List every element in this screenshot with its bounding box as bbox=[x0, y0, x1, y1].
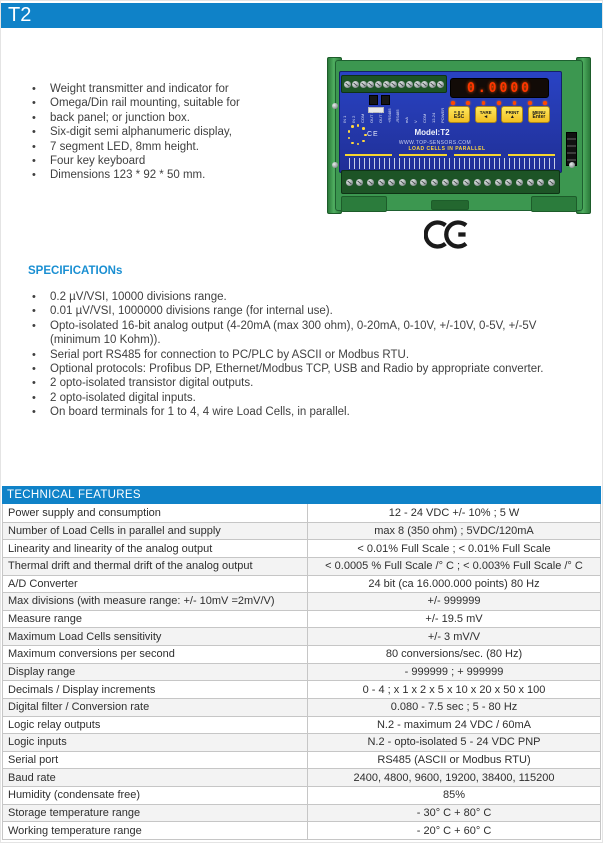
feature-value: 85% bbox=[442, 789, 466, 802]
terminal-screw bbox=[421, 81, 428, 88]
terminal-screw bbox=[414, 81, 421, 88]
terminal-label: COM bbox=[422, 113, 428, 123]
feature-label: Number of Load Cells in parallel and supply bbox=[3, 523, 308, 540]
panel-screw bbox=[569, 162, 575, 168]
device-key-menu-enter[interactable] bbox=[528, 106, 550, 123]
logo-dot bbox=[351, 142, 354, 145]
terminal-label: mA bbox=[404, 117, 410, 123]
terminal-screw bbox=[398, 81, 405, 88]
terminal-label: 12-24 bbox=[431, 112, 437, 123]
terminal-label: IN 1 bbox=[342, 115, 347, 123]
intro-bullet: • Omega/Din rail mounting, suitable for bbox=[26, 96, 321, 110]
spec-bullet: • Optional protocols: Profibus DP, Ethernet/Modbus TCP, USB and Radio by appropriate converter. bbox=[26, 362, 554, 376]
intro-bullet: • Four key keyboard bbox=[26, 154, 321, 168]
feature-value: +/- 19.5 mV bbox=[425, 613, 483, 626]
status-led bbox=[528, 101, 532, 105]
status-led bbox=[513, 101, 517, 105]
bottom-terminal-tick-labels bbox=[345, 158, 555, 169]
table-row bbox=[3, 786, 600, 804]
terminal-screw bbox=[437, 81, 444, 88]
terminal-label: +RS485 bbox=[386, 108, 392, 123]
table-row bbox=[3, 680, 600, 698]
feature-value: RS485 (ASCII or Modbus RTU) bbox=[377, 754, 531, 767]
terminal-screw bbox=[548, 179, 555, 186]
feature-value: - 30° C + 80° C bbox=[416, 806, 492, 819]
logo-dot bbox=[348, 137, 351, 140]
device-key-print[interactable] bbox=[501, 106, 523, 123]
spec-bullet: • 0.01 µV/VSI, 1000000 divisions range (for internal use). bbox=[26, 304, 554, 318]
feature-value: 0.080 - 7.5 sec ; 5 - 80 Hz bbox=[390, 701, 518, 714]
table-row bbox=[3, 645, 600, 663]
terminal-screw bbox=[420, 179, 427, 186]
status-led bbox=[482, 101, 486, 105]
terminal-label: IN 2 bbox=[350, 115, 356, 123]
table-row bbox=[3, 592, 600, 610]
feature-value: 2400, 4800, 9600, 19200, 38400, 115200 bbox=[353, 771, 555, 784]
table-row bbox=[3, 716, 600, 734]
logo-dot bbox=[357, 124, 360, 127]
panel-ce-mark: CE bbox=[367, 131, 379, 138]
feature-label: Thermal drift and thermal drift of the analog output bbox=[3, 558, 308, 575]
status-led bbox=[543, 101, 547, 105]
indicator-leds bbox=[451, 101, 547, 105]
technical-features-table bbox=[2, 504, 601, 840]
logo-dot bbox=[357, 143, 360, 146]
terminal-screw bbox=[452, 179, 459, 186]
feature-label: Measure range bbox=[3, 611, 308, 628]
load-cells-label: LOAD CELLS IN PARALLEL bbox=[408, 146, 486, 152]
terminal-label: V bbox=[413, 120, 419, 123]
feature-value: N.2 - opto-isolated 5 - 24 VDC PNP bbox=[367, 736, 541, 749]
yellow-separator-lines bbox=[345, 154, 555, 157]
terminal-screw bbox=[344, 81, 351, 88]
table-row bbox=[3, 733, 600, 751]
terminal-screw bbox=[527, 179, 534, 186]
feature-value: 12 - 24 VDC +/- 10% ; 5 W bbox=[388, 506, 520, 519]
led-display bbox=[450, 78, 549, 98]
feature-label: Logic relay outputs bbox=[3, 717, 308, 734]
feature-value: +/- 3 mV/V bbox=[427, 630, 481, 643]
intro-bullet: • 7 segment LED, 8mm height. bbox=[26, 140, 321, 154]
intro-bullet: • Weight transmitter and indicator for bbox=[26, 82, 321, 96]
table-row bbox=[3, 768, 600, 786]
panel-screw bbox=[332, 162, 338, 168]
feature-label: Logic inputs bbox=[3, 734, 308, 751]
brand-logo-dots bbox=[346, 123, 368, 147]
feature-value: 0 - 4 ; x 1 x 2 x 5 x 10 x 20 x 50 x 100 bbox=[362, 683, 546, 696]
table-row bbox=[3, 575, 600, 593]
terminal-screw bbox=[505, 179, 512, 186]
spec-bullet: • 0.2 µV/VSI, 10000 divisions range. bbox=[26, 290, 554, 304]
feature-label: Storage temperature range bbox=[3, 805, 308, 822]
spec-bullet: • 2 opto-isolated transistor digital outputs. bbox=[26, 376, 554, 390]
key-label: = 0 = bbox=[453, 109, 465, 115]
terminal-screw bbox=[431, 179, 438, 186]
feature-value: 80 conversions/sec. (80 Hz) bbox=[385, 648, 523, 661]
status-led bbox=[466, 101, 470, 105]
terminal-screw bbox=[378, 179, 385, 186]
terminal-label: OUT 2 bbox=[377, 111, 383, 123]
panel-screw bbox=[332, 103, 338, 109]
terminal-screw bbox=[346, 179, 353, 186]
terminal-screw bbox=[360, 81, 367, 88]
terminal-label: COM bbox=[359, 113, 365, 123]
spec-bullet: • 2 opto-isolated digital inputs. bbox=[26, 391, 554, 405]
feature-label: Linearity and linearity of the analog output bbox=[3, 540, 308, 557]
status-led bbox=[497, 101, 501, 105]
terminal-screw bbox=[495, 179, 502, 186]
key-label: ESC bbox=[453, 113, 465, 120]
terminal-screw bbox=[383, 81, 390, 88]
key-label: ▲ bbox=[509, 113, 515, 120]
terminal-screw bbox=[399, 179, 406, 186]
feature-label: Working temperature range bbox=[3, 822, 308, 839]
feature-value: - 20° C + 60° C bbox=[416, 824, 492, 837]
table-row bbox=[3, 751, 600, 769]
feature-label: Max divisions (with measure range: +/- 10mV =2mV/V) bbox=[3, 593, 308, 610]
key-label: ◄ bbox=[483, 113, 489, 120]
feature-label: Digital filter / Conversion rate bbox=[3, 699, 308, 716]
terminal-screw bbox=[463, 179, 470, 186]
terminal-screw bbox=[390, 81, 397, 88]
device-key-zero-esc[interactable] bbox=[448, 106, 470, 123]
terminal-screw bbox=[442, 179, 449, 186]
logo-dot bbox=[362, 140, 365, 143]
table-row bbox=[3, 557, 600, 575]
table-row bbox=[3, 821, 600, 839]
terminal-label: -RS485 bbox=[395, 109, 401, 123]
ce-mark bbox=[424, 219, 472, 250]
feature-label: Decimals / Display increments bbox=[3, 681, 308, 698]
feature-value: N.2 - maximum 24 VDC / 60mA bbox=[376, 718, 532, 731]
feature-label: Power supply and consumption bbox=[3, 504, 308, 522]
technical-features-header: TECHNICAL FEATURES bbox=[2, 486, 601, 504]
terminal-screw bbox=[484, 179, 491, 186]
terminal-block-bottom bbox=[341, 170, 560, 194]
terminal-label: OUT 1 bbox=[368, 111, 374, 123]
device-image bbox=[327, 57, 591, 214]
feature-value: < 0.01% Full Scale ; < 0.01% Full Scale bbox=[357, 542, 551, 555]
logo-dot bbox=[351, 125, 354, 128]
terminal-screw bbox=[537, 179, 544, 186]
feature-value: +/- 999999 bbox=[427, 595, 481, 608]
website-label: WWW.TOP-SENSORS.COM bbox=[398, 139, 472, 146]
status-led bbox=[451, 101, 455, 105]
spec-bullet: • Opto-isolated 16-bit analog output (4-20mA (max 300 ohm), 0-20mA, 0-10V, +/-10V, 0-5V, +/-5V (minimum 10 Kohm)). bbox=[26, 319, 554, 348]
feature-value: 24 bit (ca 16.000.000 points) 80 Hz bbox=[368, 577, 540, 590]
terminal-screw bbox=[410, 179, 417, 186]
page-header-bar bbox=[1, 3, 602, 28]
terminal-screw bbox=[356, 179, 363, 186]
specifications-list bbox=[26, 290, 554, 420]
terminal-screw bbox=[388, 179, 395, 186]
intro-bullet: • back panel; or junction box. bbox=[26, 111, 321, 125]
page-title: T2 bbox=[8, 4, 32, 26]
terminal-screw bbox=[406, 81, 413, 88]
spec-bullet: • On board terminals for 1 to 4, 4 wire Load Cells, in parallel. bbox=[26, 405, 554, 419]
table-row bbox=[3, 610, 600, 628]
logo-dot bbox=[362, 127, 365, 130]
device-foot-right bbox=[531, 196, 577, 212]
device-key-tare[interactable] bbox=[475, 106, 497, 123]
keypad bbox=[448, 106, 550, 124]
key-label: PRINT bbox=[505, 109, 520, 115]
terminal-labels bbox=[342, 95, 445, 123]
feature-label: Humidity (condensate free) bbox=[3, 787, 308, 804]
feature-label: Display range bbox=[3, 664, 308, 681]
display-value: 0.0000 bbox=[467, 80, 532, 96]
feature-value: max 8 (350 ohm) ; 5VDC/120mA bbox=[374, 524, 534, 537]
terminal-screw bbox=[367, 81, 374, 88]
terminal-screw bbox=[429, 81, 436, 88]
terminal-screw bbox=[352, 81, 359, 88]
table-row bbox=[3, 663, 600, 681]
terminal-label: POWER bbox=[439, 107, 445, 123]
intro-bullet: • Dimensions 123 * 92 * 50 mm. bbox=[26, 168, 321, 182]
key-label: TARE bbox=[479, 109, 492, 115]
terminal-screw bbox=[367, 179, 374, 186]
key-label: MENU bbox=[532, 109, 546, 115]
feature-label: Maximum conversions per second bbox=[3, 646, 308, 663]
intro-bullet: • Six-digit semi alphanumeric display, bbox=[26, 125, 321, 139]
logo-dot bbox=[348, 130, 351, 133]
table-row bbox=[3, 522, 600, 540]
terminal-block-top bbox=[341, 75, 447, 93]
feature-label: Baud rate bbox=[3, 769, 308, 786]
device-foot-center bbox=[431, 200, 469, 210]
table-row bbox=[3, 627, 600, 645]
table-row bbox=[3, 804, 600, 822]
spec-bullet: • Serial port RS485 for connection to PC/PLC by ASCII or Modbus RTU. bbox=[26, 348, 554, 362]
table-row bbox=[3, 698, 600, 716]
intro-bullet-list bbox=[26, 82, 321, 183]
feature-value: < 0.0005 % Full Scale /° C ; < 0.003% Full Scale /° C bbox=[325, 560, 583, 573]
table-row bbox=[3, 504, 600, 522]
terminal-screw bbox=[516, 179, 523, 186]
feature-value: - 999999 ; + 999999 bbox=[404, 665, 504, 678]
device-foot-left bbox=[341, 196, 387, 212]
specifications-heading: SPECIFICATIONs bbox=[28, 265, 123, 277]
model-label: Model:T2 bbox=[414, 128, 450, 137]
side-connector bbox=[566, 132, 577, 166]
key-label: Enter bbox=[532, 113, 546, 120]
terminal-screw bbox=[474, 179, 481, 186]
feature-label: Serial port bbox=[3, 752, 308, 769]
table-row bbox=[3, 539, 600, 557]
feature-label: A/D Converter bbox=[3, 576, 308, 593]
feature-label: Maximum Load Cells sensitivity bbox=[3, 628, 308, 645]
terminal-screw bbox=[375, 81, 382, 88]
